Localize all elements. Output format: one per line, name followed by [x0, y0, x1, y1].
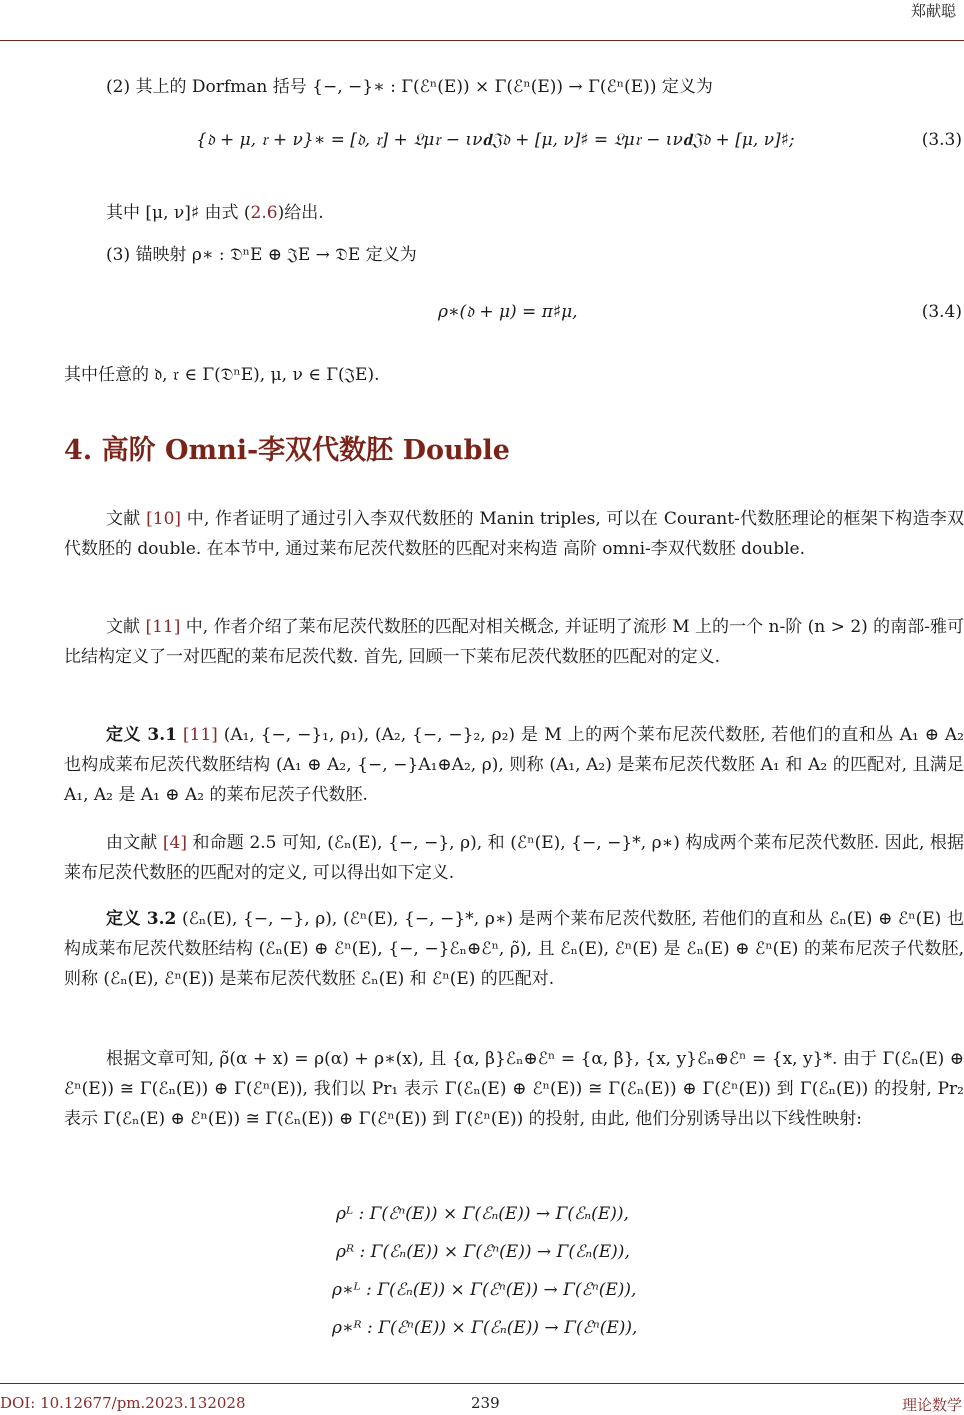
definition-3-2-body: (ℰₙ(E), {−, −}, ρ), (ℰⁿ(E), {−, −}*, ρ∗) 是两个莱布尼茨代数胚, 若他们的直和丛 ℰₙ(E) ⊕ ℰⁿ(E) 也构成莱布尼茨代数胚结构 (ℰₙ(E) ⊕ ℰⁿ(E), {−, −}ℰₙ⊕ℰⁿ, ρ̃), 且 ℰₙ(E), ℰⁿ(E) 是 ℰₙ(E) ⊕ ℰⁿ(E) 的莱布尼茨子代数胚, 则称 (ℰₙ(E), ℰⁿ(E)) 是莱布尼茨代数胚 ℰₙ(E) 和 ℰⁿ(E) 的匹配对. — [64, 909, 964, 989]
paragraph-1 — [64, 504, 964, 564]
map-rho-L: ρᴸ : Γ(ℰⁿ(E)) × Γ(ℰₙ(E)) → Γ(ℰₙ(E)), — [336, 1204, 629, 1224]
citation-11[interactable]: [11] — [145, 617, 181, 637]
citation-10[interactable]: [10] — [146, 509, 182, 529]
citation-4[interactable]: [4] — [162, 833, 188, 853]
definition-3-2 — [64, 904, 964, 994]
where-any-text: 其中任意的 𝔡, 𝔯 ∈ Γ(𝔇ⁿE), μ, ν ∈ Γ(𝔍E). — [64, 365, 380, 385]
item-3-text: (3) 锚映射 ρ∗ : 𝔇ⁿE ⊕ 𝔍E → 𝔇E 定义为 — [106, 245, 417, 265]
where-bracket-pre: 其中 [μ, ν]♯ 由式 ( — [106, 203, 251, 223]
paragraph-2-lead: 文献 — [106, 617, 146, 637]
paragraph-3-body: 和命题 2.5 可知, (ℰₙ(E), {−, −}, ρ), 和 (ℰⁿ(E), {−, −}*, ρ∗) 构成两个莱布尼茨代数胚. 因此, 根据莱布尼茨代数胚的匹配对的定义, 可以得出如下定义. — [64, 833, 964, 883]
footer-rule — [0, 1383, 964, 1384]
paragraph-2 — [64, 612, 964, 672]
paragraph-2-body: 中, 作者介绍了莱布尼茨代数胚的匹配对相关概念, 并证明了流形 M 上的一个 n-阶 (n > 2) 的南部-雅可比结构定义了一对匹配的莱布尼茨代数. 首先, 回顾一下莱布尼茨代数胚的匹配对的定义. — [64, 617, 964, 667]
definition-3-2-label: 定义 3.2 — [106, 909, 177, 929]
footer-page-number: 239 — [471, 1394, 500, 1412]
where-bracket-post: )给出. — [277, 203, 324, 223]
paragraph-1-body: 中, 作者证明了通过引入李双代数胚的 Manin triples, 可以在 Courant-代数胚理论的框架下构造李双代数胚的 double. 在本节中, 通过莱布尼茨代数胚的匹配对来构造 高阶 omni-李双代数胚 double. — [64, 509, 964, 559]
equation-3-4: ρ∗(𝔡 + μ) = π♯μ, — [438, 302, 578, 322]
definition-3-1-body: (A₁, {−, −}₁, ρ₁), (A₂, {−, −}₂, ρ₂) 是 M 上的两个莱布尼茨代数胚, 若他们的直和丛 A₁ ⊕ A₂ 也构成莱布尼茨代数胚结构 (A₁ ⊕ A₂, {−, −}A₁⊕A₂, ρ), 则称 (A₁, A₂) 是莱布尼茨代数胚 A₁ 和 A₂ 的匹配对, 且满足 A₁, A₂ 是 A₁ ⊕ A₂ 的莱布尼茨子代数胚. — [64, 725, 964, 805]
item-2-text: (2) 其上的 Dorfman 括号 {−, −}∗ : Γ(ℰⁿ(E)) × Γ(ℰⁿ(E)) → Γ(ℰⁿ(E)) 定义为 — [106, 77, 713, 97]
map-rho-star-R: ρ∗ᴿ : Γ(ℰⁿ(E)) × Γ(ℰₙ(E)) → Γ(ℰⁿ(E)), — [332, 1318, 638, 1338]
paragraph-3-lead: 由文献 — [106, 833, 163, 853]
paragraph-1-lead: 文献 — [106, 509, 147, 529]
paragraph-3 — [64, 828, 964, 888]
header-rule — [0, 40, 964, 41]
section-title: 4. 高阶 Omni-李双代数胚 Double — [64, 435, 510, 466]
paragraph-4-body: 根据文章可知, ρ̃(α + x) = ρ(α) + ρ∗(x), 且 {α, β}ℰₙ⊕ℰⁿ = {α, β}, {x, y}ℰₙ⊕ℰⁿ = {x, y}*. 由于 Γ(ℰₙ(E) ⊕ ℰⁿ(E)) ≅ Γ(ℰₙ(E)) ⊕ Γ(ℰⁿ(E)), 我们以 Pr₁ 表示 Γ(ℰₙ(E) ⊕ ℰⁿ(E)) ≅ Γ(ℰₙ(E)) ⊕ Γ(ℰⁿ(E)) 到 Γ(ℰₙ(E)) 的投射, Pr₂ 表示 Γ(ℰₙ(E) ⊕ ℰⁿ(E)) ≅ Γ(ℰₙ(E)) ⊕ Γ(ℰⁿ(E)) 到 Γ(ℰⁿ(E)) 的投射, 由此, 他们分别诱导出以下线性映射: — [64, 1049, 964, 1129]
footer-doi[interactable]: DOI: 10.12677/pm.2023.132028 — [0, 1394, 246, 1412]
header-author: 郑献聪 — [910, 2, 956, 20]
definition-3-1-label: 定义 3.1 — [106, 725, 177, 745]
equation-number-3-4: (3.4) — [921, 302, 962, 322]
map-rho-R: ρᴿ : Γ(ℰₙ(E)) × Γ(ℰⁿ(E)) → Γ(ℰₙ(E)), — [336, 1242, 630, 1262]
equation-3-3: {𝔡 + μ, 𝔯 + ν}∗ = [𝔡, 𝔯] + 𝔏μ𝔯 − ιν𝐝𝔍𝔡 + [μ, ν]♯ = 𝔏μ𝔯 − ιν𝐝𝔍𝔡 + [μ, ν]♯; — [196, 130, 795, 150]
map-rho-star-L: ρ∗ᴸ : Γ(ℰₙ(E)) × Γ(ℰⁿ(E)) → Γ(ℰⁿ(E)), — [332, 1280, 637, 1300]
equation-ref-2-6[interactable]: 2.6 — [250, 203, 278, 223]
footer-journal[interactable]: 理论数学 — [901, 1396, 962, 1414]
paragraph-4 — [64, 1044, 964, 1134]
citation-11-def[interactable]: [11] — [182, 725, 218, 745]
equation-number-3-3: (3.3) — [921, 130, 962, 150]
where-bracket-text — [106, 198, 324, 228]
definition-3-1 — [64, 720, 964, 810]
